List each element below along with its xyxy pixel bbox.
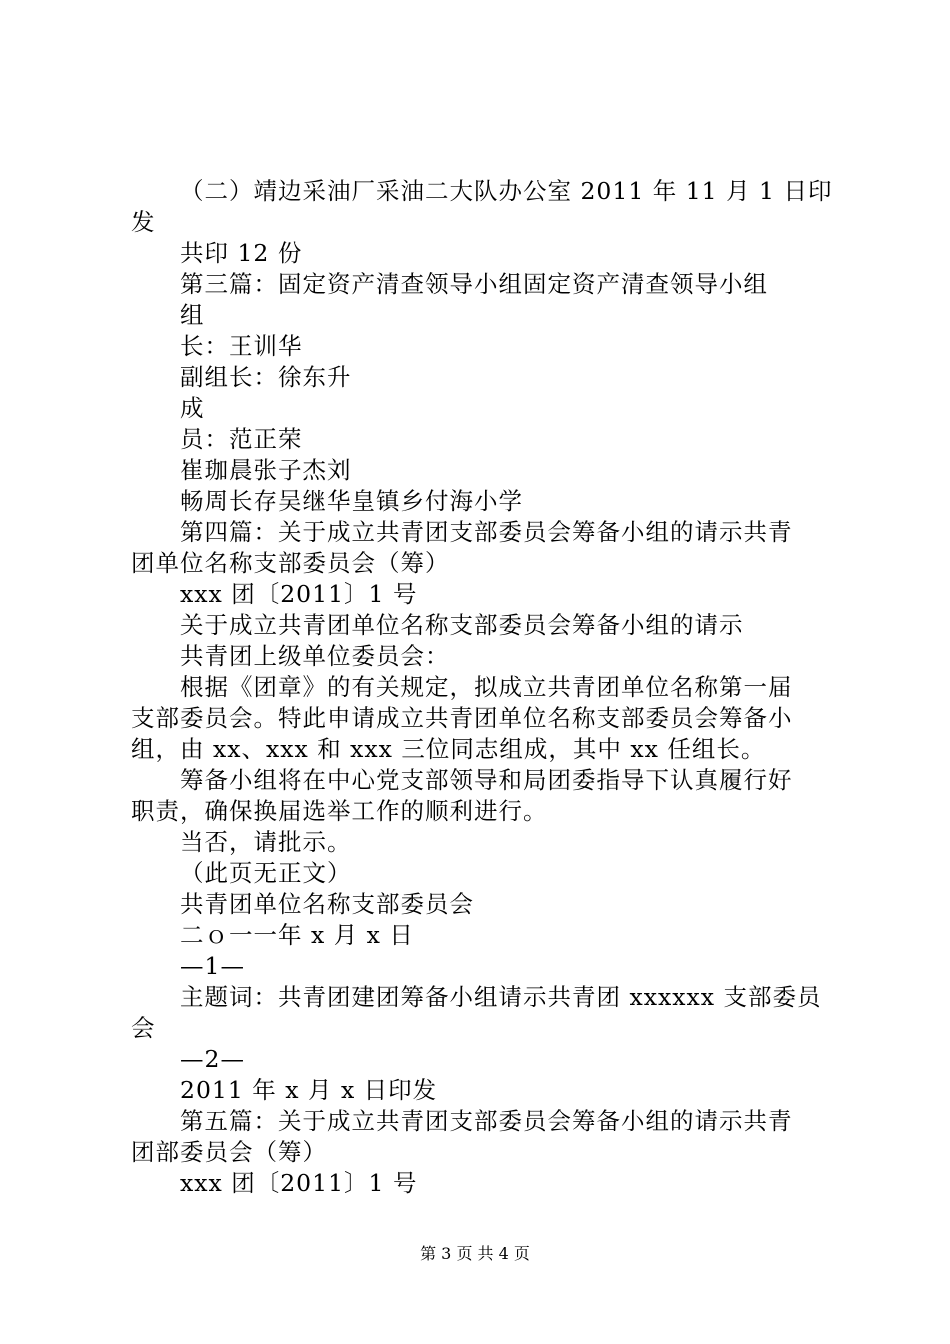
text-line: 团部委员会（筹） — [131, 1138, 327, 1166]
section-heading: 第三篇：固定资产清查领导小组固定资产清查领导小组 — [180, 270, 768, 298]
text-line: 职责，确保换届选举工作的顺利进行。 — [131, 797, 548, 825]
text-line: 成 — [180, 394, 205, 422]
text-line: —1— — [180, 952, 245, 980]
text-line: 长：王训华 — [180, 332, 303, 360]
text-line: 发 — [131, 208, 156, 236]
text-line: （此页无正文） — [180, 859, 352, 887]
text-line: 组，由 xx、xxx 和 xxx 三位同志组成，其中 xx 任组长。 — [131, 735, 766, 763]
text-line: （二）靖边采油厂采油二大队办公室 2011 年 11 月 1 日印 — [180, 177, 833, 205]
section-heading: 第五篇：关于成立共青团支部委员会筹备小组的请示共青 — [180, 1107, 793, 1135]
text-line: xxx 团〔2011〕1 号 — [180, 1169, 418, 1197]
text-line: 崔珈晨张子杰刘 — [180, 456, 352, 484]
text-line: 共青团单位名称支部委员会 — [180, 890, 474, 918]
text-line: 组 — [180, 301, 205, 329]
section-heading: 第四篇：关于成立共青团支部委员会筹备小组的请示共青 — [180, 518, 793, 546]
text-line: 共青团上级单位委员会： — [180, 642, 450, 670]
text-line: 畅周长存吴继华皇镇乡付海小学 — [180, 487, 523, 515]
text-line: 员：范正荣 — [180, 425, 303, 453]
text-line: 主题词：共青团建团筹备小组请示共青团 xxxxxx 支部委员 — [180, 983, 822, 1011]
text-line: 副组长：徐东升 — [180, 363, 352, 391]
text-line: 团单位名称支部委员会（筹） — [131, 549, 450, 577]
text-line: 会 — [131, 1014, 156, 1042]
text-line: —2— — [180, 1045, 245, 1073]
text-line: 支部委员会。特此申请成立共青团单位名称支部委员会筹备小 — [131, 704, 793, 732]
text-line: 关于成立共青团单位名称支部委员会筹备小组的请示 — [180, 611, 744, 639]
text-line: 当否，请批示。 — [180, 828, 352, 856]
text-line: 共印 12 份 — [180, 239, 303, 267]
text-line: 筹备小组将在中心党支部领导和局团委指导下认真履行好 — [180, 766, 793, 794]
text-line: 2011 年 x 月 x 日印发 — [180, 1076, 438, 1104]
page-number-footer: 第 3 页 共 4 页 — [420, 1244, 530, 1263]
text-line: 二ｏ一一年 x 月 x 日 — [180, 921, 414, 949]
text-line: 根据《团章》的有关规定，拟成立共青团单位名称第一届 — [180, 673, 793, 701]
text-line: xxx 团〔2011〕1 号 — [180, 580, 418, 608]
